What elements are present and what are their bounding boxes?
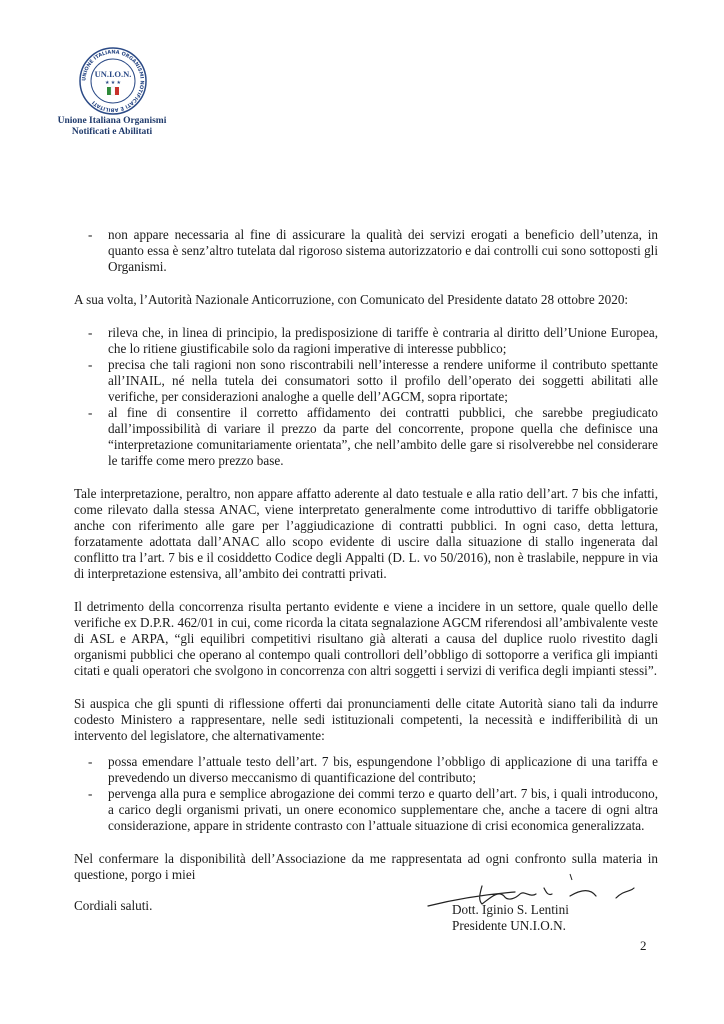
paragraph-detrimento: Il detrimento della concorrenza risulta pertanto evidente e viene a incidere in un settore, quale quello delle verifiche ex D.P.R. 462/01 in cui, come ricorda la citata segnalazione AGCM riferendosi all’ambivalente veste di ASL e ARPA, “gli equilibri competitivi risultano già alterati a causa del duplice ruolo rivestito dagli organismi pubblici che operano al contempo quali controllori dell’obbligo di sottoporre a verifica gli impianti citati e quali operatori che svolgono in concorrenza con altri soggetti i servizi di verifica degli impianti stessi”. [74,599,658,678]
list-item: - precisa che tali ragioni non sono riscontrabili nell’interesse a rendere uniforme il contributo spettante all’INAIL, né nella tutela dei consumatori sotto il profilo dell’operato dei soggetti abilitati alle verifiche, per considerazioni analoghe a quelle dell’AGCM, sopra riportate; [74,357,658,405]
list-intervento [74,754,658,834]
list-item: - al fine di consentire il corretto affidamento dei contratti pubblici, che sarebbe pregiudicato dall’impossibilità di variare il prezzo da parte del concorrente, propone quella che definisce una “interpretazione comunitariamente orientata”, che nell’ambito delle gare si risolverebbe nel considerare le tariffe come mero prezzo base. [74,405,658,469]
logo-ring-text: UNIONE ITALIANA ORGANISMI NOTIFICATI E ABILITATI [81,49,145,113]
union-logo [78,46,148,116]
org-name [44,116,180,138]
page-number: 2 [640,938,647,953]
paragraph-anac: A sua volta, l’Autorità Nazionale Anticorruzione, con Comunicato del Presidente datato 28 ottobre 2020: [74,292,629,307]
letter-body [74,227,658,883]
closing-greeting: Cordiali saluti. [74,898,153,913]
org-name-line2: Notificati e Abilitati [71,127,153,137]
signature-block [452,902,569,934]
list-item: - rileva che, in linea di principio, la predisposizione di tariffe è contraria al diritto dell’Unione Europea, che lo ritiene giustificabile solo da ragioni imperative di interesse pubblico; [74,325,658,357]
list-item: - pervenga alla pura e semplice abrogazione dei commi terzo e quarto dell’art. 7 bis, i quali introducono, a carico degli organismi privati, un onere economico supplementare che, anche a tacere di ogni altra considerazione, appare in stridente contrasto con l’attuale situazione di crisi economica generalizzata. [74,786,658,834]
paragraph-conferma: Nel confermare la disponibilità dell’Associazione da me rappresentata ad ogni confronto sulla materia in questione, porgo i miei [74,851,658,882]
signer-name: Dott. Iginio S. Lentini [452,902,569,917]
list-anac [74,325,658,469]
svg-text:★ ★ ★: ★ ★ ★ [105,81,121,86]
paragraph-auspica: Si auspica che gli spunti di riflessione offerti dai pronunciamenti delle citate Autorità siano tali da indurre codesto Ministero a rappresentare, nelle sedi istituzionali competenti, la necessità e indifferibilità di un intervento del legislatore, che alternativamente: [74,696,658,743]
signer-role: Presidente UN.I.O.N. [452,918,566,933]
org-name-line1: Unione Italiana Organismi [57,116,167,126]
paragraph-interpretazione: Tale interpretazione, peraltro, non appare affatto aderente al dato testuale e alla ratio dell’art. 7 bis che infatti, come rilevato dalla stessa ANAC, viene interpretato generalmente come introduttivo di tariffe obbligatorie anche con riferimento alle gare per l’aggiudicazione di contratti pubblici. In ogni caso, detta lettura, forzatamente adottata dall’ANAC allo scopo evidente di uscire dalla situazione di stallo ingenerata dal conflitto tra l’art. 7 bis e il cosiddetto Codice degli Appalti (D. L. vo 50/2016), non è traslabile, neppure in via di interpretazione estensiva, all’ambito dei contratti privati. [74,486,658,581]
list-item: - possa emendare l’attuale testo dell’art. 7 bis, espungendone l’obbligo di applicazione di una tariffa e prevedendo un diverso meccanismo di quantificazione del contributo; [74,754,658,786]
list-tariff-1 [74,227,658,275]
list-item: - non appare necessaria al fine di assicurare la qualità dei servizi erogati a beneficio dell’utenza, in quanto essa è senz’altro tutelata dal rigoroso sistema autorizzatorio e dai controlli cui sono sottoposti gli Organismi. [74,227,658,275]
logo-text: UN.I.O.N. [94,69,132,79]
